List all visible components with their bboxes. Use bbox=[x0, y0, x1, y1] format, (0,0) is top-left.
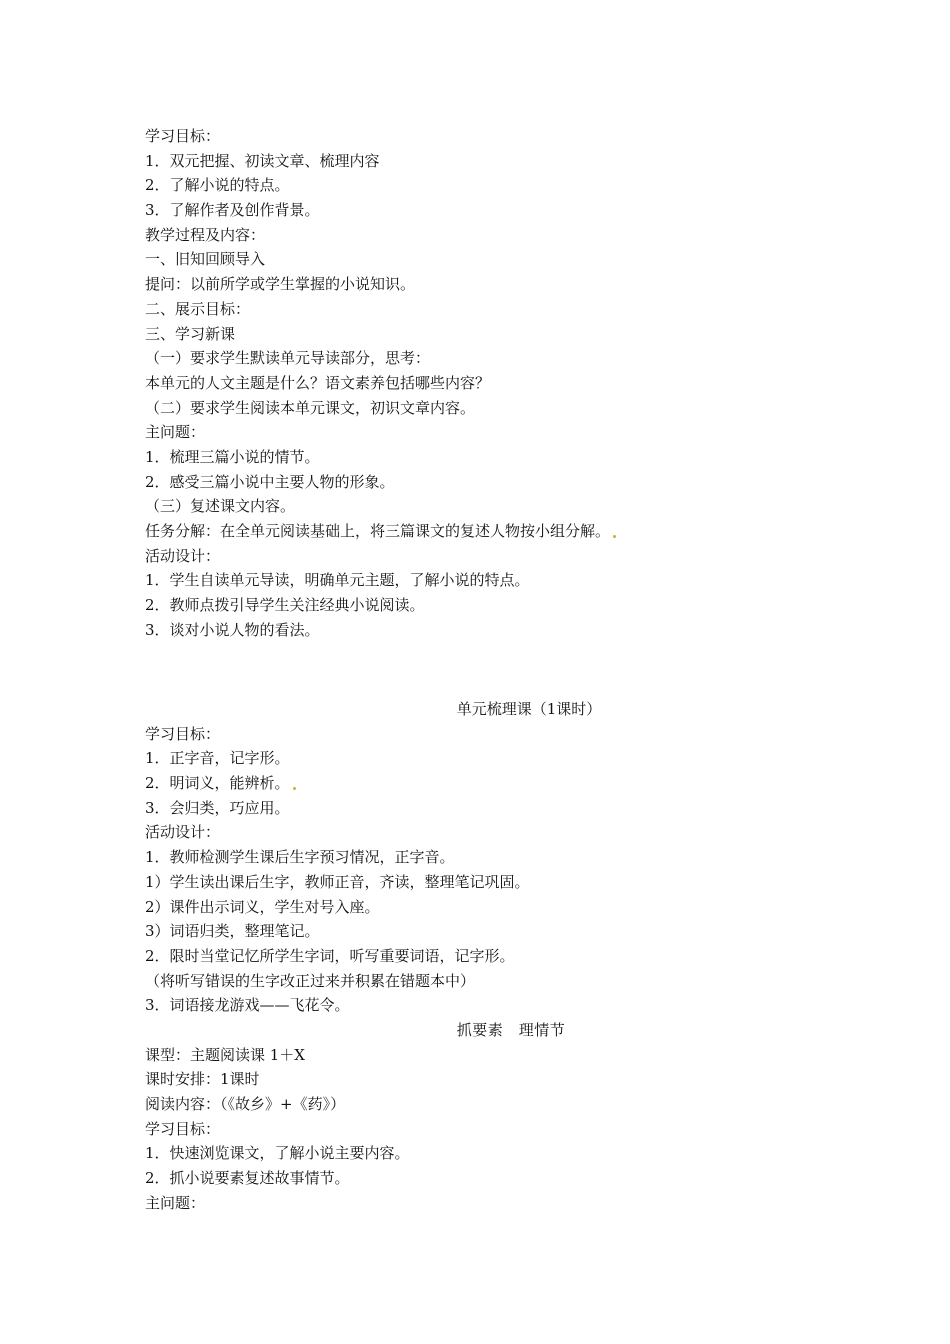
section-unit-intro bbox=[145, 124, 825, 642]
activity-item: 1．学生自读单元导读，明确单元主题，了解小说的特点。 bbox=[145, 571, 530, 590]
process-step: 二、展示目标： bbox=[145, 299, 251, 318]
question-item: 2．感受三篇小说中主要人物的形象。 bbox=[145, 472, 395, 491]
yellow-dot-mark bbox=[613, 535, 616, 538]
heading-learning-goals: 学习目标： bbox=[145, 127, 221, 145]
lesson-type: 课型：主题阅读课 1＋X bbox=[145, 1045, 305, 1064]
goal-item: 2．抓小说要素复述故事情节。 bbox=[145, 1169, 350, 1188]
goal-item-with-dot bbox=[145, 771, 825, 796]
goal-item: 1．双元把握、初读文章、梳理内容 bbox=[145, 151, 380, 170]
heading-learning-goals: 学习目标： bbox=[145, 1119, 221, 1138]
process-text: 本单元的人文主题是什么？语文素养包括哪些内容？ bbox=[145, 373, 491, 392]
process-substep: （三）复述课文内容。 bbox=[145, 497, 296, 516]
heading-teaching-process: 教学过程及内容： bbox=[145, 225, 266, 244]
reading-content: 阅读内容：（《故乡》+《药》） bbox=[145, 1095, 346, 1113]
activity-note: （将听写错误的生字改正过来并积累在错题本中） bbox=[145, 971, 476, 990]
activity-subitem: 3）词语归类，整理笔记。 bbox=[145, 922, 320, 941]
lesson-schedule: 课时安排：1课时 bbox=[145, 1070, 260, 1089]
section-title: 单元梳理课（1课时） bbox=[456, 700, 602, 718]
goal-item: 3．会归类，巧应用。 bbox=[145, 798, 290, 817]
task-breakdown-text: 任务分解：在全单元阅读基础上，将三篇课文的复述人物按小组分解。 bbox=[145, 522, 611, 540]
activity-item: 2．教师点拨引导学生关注经典小说阅读。 bbox=[145, 596, 425, 615]
process-substep: （二）要求学生阅读本单元课文，初识文章内容。 bbox=[145, 398, 476, 417]
process-substep: （一）要求学生默读单元导读部分，思考： bbox=[145, 349, 431, 368]
process-step: 三、学习新课 bbox=[145, 324, 236, 343]
heading-activity-design: 活动设计： bbox=[145, 823, 221, 842]
goal-item: 1．快速浏览课文，了解小说主要内容。 bbox=[145, 1144, 410, 1163]
goal-item: 2．了解小说的特点。 bbox=[145, 176, 290, 195]
section-unit-review bbox=[145, 697, 825, 1215]
heading-activity-design: 活动设计： bbox=[145, 546, 221, 565]
goal-text: 2．明词义，能辨析。 bbox=[145, 774, 290, 793]
activity-subitem: 2）课件出示词义，学生对号入座。 bbox=[145, 897, 380, 916]
question-item: 1．梳理三篇小说的情节。 bbox=[145, 447, 320, 466]
heading-learning-goals: 学习目标： bbox=[145, 724, 221, 743]
yellow-dot-mark bbox=[293, 787, 296, 790]
process-step: 一、旧知回顾导入 bbox=[145, 250, 266, 269]
heading-main-questions: 主问题： bbox=[145, 1193, 206, 1212]
activity-item: 1．教师检测学生课后生字预习情况，正字音。 bbox=[145, 848, 455, 867]
activity-item: 3．词语接龙游戏——飞花令。 bbox=[145, 996, 350, 1015]
activity-item: 2．限时当堂记忆所学生字词，听写重要词语，记字形。 bbox=[145, 946, 515, 965]
activity-item: 3．谈对小说人物的看法。 bbox=[145, 620, 320, 639]
activity-subitem: 1）学生读出课后生字，教师正音，齐读，整理笔记巩固。 bbox=[145, 872, 530, 891]
goal-item: 1．正字音，记字形。 bbox=[145, 749, 290, 768]
heading-main-questions: 主问题： bbox=[145, 423, 206, 442]
section-title: 抓要素 理情节 bbox=[456, 1020, 566, 1039]
task-breakdown-line bbox=[145, 519, 825, 544]
process-text: 提问：以前所学或学生掌握的小说知识。 bbox=[145, 275, 416, 294]
goal-item: 3．了解作者及创作背景。 bbox=[145, 201, 320, 220]
